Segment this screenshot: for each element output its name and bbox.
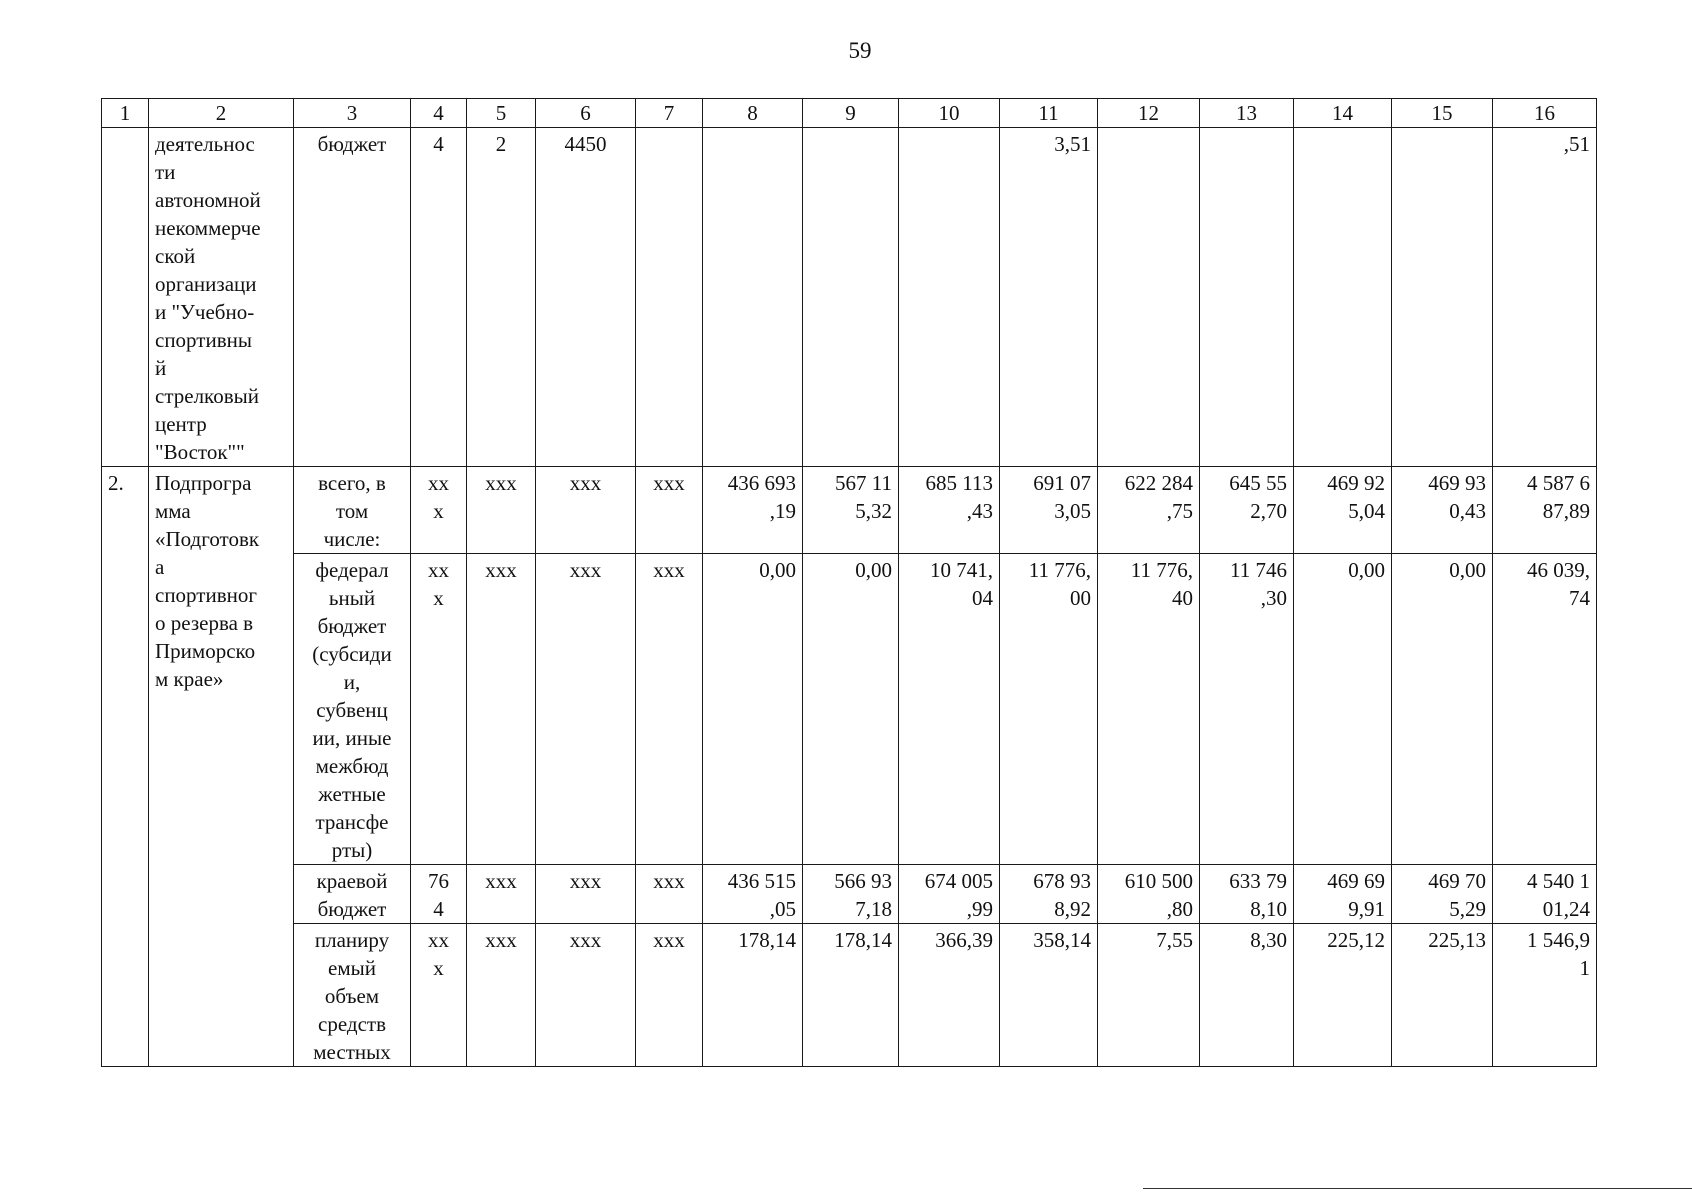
cell-text-line: ,51	[1563, 132, 1590, 156]
cell-text-line: хх	[428, 558, 449, 582]
cell-text-line: х	[433, 499, 444, 523]
table-cell-col6	[536, 865, 636, 924]
table-cell-col14	[1294, 467, 1392, 554]
table-row	[102, 924, 1597, 1067]
cell-text-line: всего, в	[318, 471, 386, 495]
cell-text-line: 622 284	[1124, 471, 1193, 495]
cell-text-line: ххх	[485, 558, 517, 582]
column-number: 1	[102, 99, 149, 128]
cell-text-line: ххх	[569, 471, 602, 495]
cell-text-line: 0,00	[759, 558, 796, 582]
cell-text-line: ,99	[966, 897, 993, 921]
cell-text-line: объем	[324, 984, 380, 1008]
cell-text-line: 436 515	[727, 869, 796, 893]
table-cell-col5	[467, 865, 536, 924]
cell-text-line: субвенц	[316, 698, 388, 722]
column-number: 14	[1294, 99, 1392, 128]
cell-text-line: о резерва в	[155, 611, 254, 635]
table-cell-col6	[536, 924, 636, 1067]
cell-text-line: 178,14	[738, 928, 796, 952]
cell-text-line: деятельнос	[155, 132, 255, 156]
budget-table	[101, 98, 1597, 1067]
table-cell-col8	[703, 924, 803, 1067]
cell-text-line: 5,32	[855, 499, 892, 523]
cell-text-line: 11 776,	[1028, 558, 1091, 582]
cell-text-line: "Восток""	[155, 440, 245, 464]
table-cell-col12	[1098, 467, 1200, 554]
table-cell-col12	[1098, 128, 1200, 467]
cell-text-line: 469 93	[1428, 471, 1486, 495]
cell-text-line: Приморско	[155, 639, 256, 663]
cell-text-line: ххх	[569, 928, 602, 952]
cell-text-line: 469 70	[1428, 869, 1486, 893]
cell-text-line: 4 587 6	[1527, 471, 1590, 495]
table-cell-col3	[294, 554, 411, 865]
cell-text-line: 469 69	[1327, 869, 1385, 893]
table-cell-col4	[411, 128, 467, 467]
cell-text-line: 2	[495, 132, 507, 156]
cell-text-line: 0,00	[1348, 558, 1385, 582]
table-cell-col14	[1294, 924, 1392, 1067]
column-number: 16	[1493, 99, 1597, 128]
cell-text-line: х	[433, 586, 444, 610]
table-cell-col12	[1098, 924, 1200, 1067]
cell-text-line: ти	[155, 160, 176, 184]
cell-text-line: емый	[328, 956, 376, 980]
cell-text-line: 87,89	[1542, 499, 1590, 523]
column-number: 13	[1200, 99, 1294, 128]
table-cell-col10	[899, 467, 1000, 554]
cell-text-line: 11 746	[1230, 558, 1287, 582]
cell-text-line: 2,70	[1250, 499, 1287, 523]
cell-text-line: ии, иные	[312, 726, 392, 750]
table-cell-col13	[1200, 924, 1294, 1067]
cell-text-line: спортивног	[155, 583, 257, 607]
table-row	[102, 128, 1597, 467]
cell-text-line: 04	[972, 586, 993, 610]
cell-text-line: 0,43	[1449, 499, 1486, 523]
cell-text-line: 4450	[564, 132, 607, 156]
table-cell-col6	[536, 128, 636, 467]
cell-text-line: 5,04	[1348, 499, 1385, 523]
cell-text-line: ххх	[653, 928, 685, 952]
table-row	[102, 554, 1597, 865]
cell-text-line: местных	[313, 1040, 391, 1064]
column-number: 11	[1000, 99, 1098, 128]
table-row	[102, 467, 1597, 554]
cell-text-line: 4	[433, 897, 444, 921]
table-cell-col10	[899, 924, 1000, 1067]
cell-text-line: центр	[155, 412, 207, 436]
table-cell-col15	[1392, 554, 1493, 865]
cell-text-line: некоммерче	[155, 216, 261, 240]
cell-text-line: 74	[1569, 586, 1590, 610]
cell-text-line: (субсиди	[312, 642, 392, 666]
cell-text-line: 0,00	[1449, 558, 1486, 582]
table-cell-col4	[411, 865, 467, 924]
table-cell-col16	[1493, 865, 1597, 924]
cell-text-line: 76	[428, 869, 449, 893]
cell-text-line: 0,00	[855, 558, 892, 582]
cell-text-line: 7,18	[855, 897, 892, 921]
table-cell-col12	[1098, 554, 1200, 865]
cell-text-line: бюджет	[317, 132, 387, 156]
cell-text-line: межбюд	[315, 754, 389, 778]
cell-text-line: 610 500	[1124, 869, 1193, 893]
table-cell-col16	[1493, 924, 1597, 1067]
table-cell-col8	[703, 865, 803, 924]
cell-text-line: спортивны	[155, 328, 252, 352]
table-cell-col5	[467, 128, 536, 467]
table-cell-col9	[803, 924, 899, 1067]
cell-text-line: и "Учебно-	[155, 300, 255, 324]
cell-text-line: 8,92	[1054, 897, 1091, 921]
cell-text-line: а	[155, 555, 165, 579]
table-cell-col4	[411, 924, 467, 1067]
column-number: 10	[899, 99, 1000, 128]
cell-text-line: 178,14	[834, 928, 892, 952]
cell-text-line: «Подготовк	[155, 527, 260, 551]
table-cell-col2	[149, 467, 294, 1067]
column-number: 7	[636, 99, 703, 128]
cell-text-line: 678 93	[1033, 869, 1091, 893]
table-cell-col15	[1392, 924, 1493, 1067]
cell-text-line: ххх	[653, 869, 685, 893]
table-cell-col4	[411, 467, 467, 554]
cell-text-line: числе:	[323, 527, 381, 551]
table-cell-col3	[294, 128, 411, 467]
table-cell-col9	[803, 128, 899, 467]
cell-text-line: 633 79	[1229, 869, 1287, 893]
table-cell-col13	[1200, 128, 1294, 467]
cell-text-line: х	[433, 956, 444, 980]
table-cell-col1: 2.	[102, 467, 149, 1067]
cell-text-line: ххх	[569, 869, 602, 893]
cell-text-line: 366,39	[935, 928, 993, 952]
column-number: 6	[536, 99, 636, 128]
cell-text-line: 674 005	[924, 869, 993, 893]
table-cell-col7	[636, 467, 703, 554]
cell-text-line: стрелковый	[155, 384, 259, 408]
column-number: 3	[294, 99, 411, 128]
cell-text-line: 9,91	[1348, 897, 1385, 921]
table-cell-col3	[294, 924, 411, 1067]
cell-text-line: ской	[155, 244, 196, 268]
table-cell-col8	[703, 467, 803, 554]
table-cell-col11	[1000, 865, 1098, 924]
cell-text-line: ххх	[485, 928, 517, 952]
table-cell-col10	[899, 865, 1000, 924]
table-cell-col11	[1000, 554, 1098, 865]
cell-text-line: 691 07	[1033, 471, 1091, 495]
table-cell-col7	[636, 128, 703, 467]
table-cell-col10	[899, 128, 1000, 467]
cell-text-line: ,05	[769, 897, 796, 921]
cell-text-line: 00	[1070, 586, 1091, 610]
table-row	[102, 865, 1597, 924]
table-cell-col2	[149, 128, 294, 467]
cell-text-line: 4	[433, 132, 444, 156]
column-number: 2	[149, 99, 294, 128]
table-cell-col9	[803, 467, 899, 554]
cell-text-line: ,75	[1166, 499, 1193, 523]
cell-text-line: ххх	[569, 558, 602, 582]
cell-text-line: жетные	[318, 782, 386, 806]
cell-text-line: федерал	[315, 558, 389, 582]
column-number: 8	[703, 99, 803, 128]
cell-text-line: Подпрогра	[155, 471, 252, 495]
page-number: 59	[848, 38, 872, 63]
cell-text-line: 11 776,	[1130, 558, 1193, 582]
cell-text-line: 645 55	[1229, 471, 1287, 495]
cell-text-line: ххх	[653, 558, 685, 582]
header-row	[102, 99, 1597, 128]
table-cell-col14	[1294, 865, 1392, 924]
cell-text-line: 8,10	[1250, 897, 1287, 921]
table-cell-col14	[1294, 128, 1392, 467]
cell-text-line: трансфе	[315, 810, 389, 834]
cell-text-line: ,30	[1260, 586, 1287, 610]
cell-text-line: 8,30	[1250, 928, 1287, 952]
cell-text-line: 46 039,	[1527, 558, 1590, 582]
table-cell-col3	[294, 865, 411, 924]
cell-text-line: том	[335, 499, 369, 523]
table-cell-col16	[1493, 128, 1597, 467]
cell-text-line: автономной	[155, 188, 261, 212]
cell-text-line: планиру	[314, 928, 390, 952]
table-cell-col12	[1098, 865, 1200, 924]
table-cell-col11	[1000, 924, 1098, 1067]
table-cell-col16	[1493, 467, 1597, 554]
table-cell-col4	[411, 554, 467, 865]
cell-text-line: 1	[1579, 956, 1590, 980]
cell-text-line: бюджет	[317, 614, 387, 638]
cell-text-line: 225,13	[1428, 928, 1486, 952]
cell-text-line: ххх	[485, 869, 517, 893]
cell-text-line: ,80	[1166, 897, 1193, 921]
cell-text-line: 1 546,9	[1527, 928, 1590, 952]
table-cell-col15	[1392, 467, 1493, 554]
cell-text-line: ,19	[769, 499, 796, 523]
table-cell-col5	[467, 467, 536, 554]
cell-text-line: 10 741,	[930, 558, 993, 582]
table-cell-col7	[636, 924, 703, 1067]
table-cell-col15	[1392, 128, 1493, 467]
cell-text-line: 469 92	[1327, 471, 1385, 495]
cell-text-line: 685 113	[925, 471, 993, 495]
cell-text-line: хх	[428, 928, 449, 952]
table-cell-col9	[803, 865, 899, 924]
cell-text-line: рты)	[331, 838, 373, 862]
table-cell-col1	[102, 128, 149, 467]
column-number: 5	[467, 99, 536, 128]
cell-text-line: 3,51	[1054, 132, 1091, 156]
cell-text-line: 5,29	[1449, 897, 1486, 921]
table-cell-col15	[1392, 865, 1493, 924]
table-cell-col11	[1000, 467, 1098, 554]
cell-text-line: 566 93	[834, 869, 892, 893]
table-cell-col9	[803, 554, 899, 865]
column-number: 4	[411, 99, 467, 128]
cell-text-line: 4 540 1	[1527, 869, 1590, 893]
cell-text-line: 40	[1172, 586, 1193, 610]
table-cell-col7	[636, 865, 703, 924]
cell-text-line: 225,12	[1327, 928, 1385, 952]
cell-text-line: хх	[428, 471, 449, 495]
table-cell-col5	[467, 554, 536, 865]
cell-text-line: средств	[318, 1012, 386, 1036]
cell-text-line: ьный	[328, 586, 376, 610]
cell-text-line: 358,14	[1033, 928, 1091, 952]
table-cell-col16	[1493, 554, 1597, 865]
table-cell-col8	[703, 554, 803, 865]
column-number: 12	[1098, 99, 1200, 128]
cell-text-line: ,43	[966, 499, 993, 523]
cell-text-line: бюджет	[317, 897, 387, 921]
column-number: 15	[1392, 99, 1493, 128]
cell-text-line: организаци	[155, 272, 257, 296]
cell-text-line: 436 693	[727, 471, 796, 495]
table-cell-col10	[899, 554, 1000, 865]
cell-text-line: 7,55	[1156, 928, 1193, 952]
footer-rule	[1143, 1188, 1692, 1189]
cell-text-line: краевой	[316, 869, 388, 893]
table-cell-col8	[703, 128, 803, 467]
table-cell-col13	[1200, 865, 1294, 924]
cell-text-line: й	[155, 356, 167, 380]
cell-text-line: м крае»	[155, 667, 224, 691]
table-cell-col13	[1200, 467, 1294, 554]
table-cell-col14	[1294, 554, 1392, 865]
table-cell-col7	[636, 554, 703, 865]
table-cell-col11	[1000, 128, 1098, 467]
cell-text-line: 01,24	[1542, 897, 1590, 921]
cell-text-line: ххх	[485, 471, 517, 495]
cell-text-line: ххх	[653, 471, 685, 495]
table-cell-col6	[536, 554, 636, 865]
cell-text-line: 3,05	[1054, 499, 1091, 523]
table-cell-col3	[294, 467, 411, 554]
cell-text-line: мма	[155, 499, 191, 523]
cell-text-line: и,	[343, 670, 361, 694]
table-cell-col5	[467, 924, 536, 1067]
table-cell-col6	[536, 467, 636, 554]
table-cell-col13	[1200, 554, 1294, 865]
column-number: 9	[803, 99, 899, 128]
cell-text-line: 567 11	[835, 471, 892, 495]
